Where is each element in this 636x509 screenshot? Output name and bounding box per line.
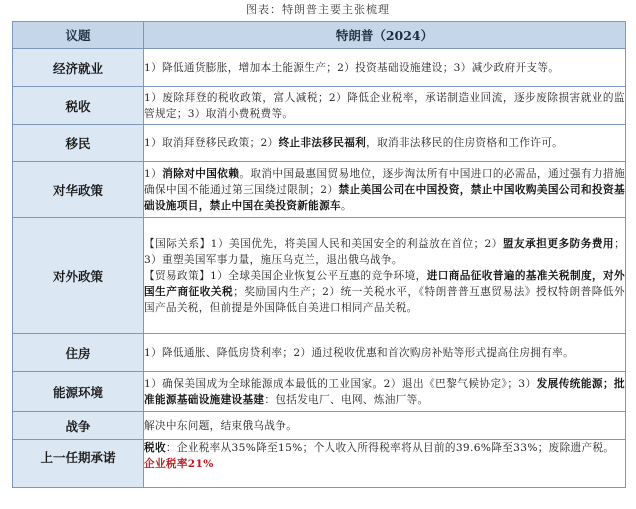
content-text: ，取消非法移民的住房资格和工作许可。: [366, 137, 564, 149]
topic-cell: 移民: [13, 125, 144, 162]
topic-cell: 对华政策: [13, 162, 144, 218]
table-row: [13, 372, 626, 412]
content-bold: 税收: [144, 442, 166, 454]
table-row: [13, 412, 626, 440]
table-row: [13, 334, 626, 372]
content-text: ：包括发电厂、电网、炼油厂等。: [264, 393, 429, 406]
content-cell: [144, 125, 626, 162]
topic-cell: 住房: [13, 334, 144, 372]
topic-cell: 上一任期承诺: [13, 440, 144, 488]
topic-cell: 对外政策: [13, 218, 144, 334]
content-text: 【贸易政策】1）全球美国企业恢复公平互惠的竞争环境，: [144, 269, 427, 282]
topic-cell: 经济就业: [13, 49, 144, 87]
content-bold: 盟友承担更多防务费用: [502, 237, 615, 250]
content-cell: [144, 87, 626, 125]
content-text: 1）: [144, 167, 163, 180]
content-bold: 禁止美国公司在中国投资，禁止中国收购美国公司和投资基础设施项目，禁止中国在美投资新能源车: [144, 183, 625, 212]
content-bold: 终止非法移民福利: [278, 137, 367, 149]
content-text: 1）降低通货膨胀，增加本土能源生产；2）投资基础设施建设；3）减少政府开支等。: [144, 61, 560, 74]
content-cell: [144, 412, 626, 440]
content-text: ；奖励国内生产；2）统一关税水平，《特朗普普互惠贸易法》授权特朗普降低外国产品关税，但前提是外国降低自美进口相同产品关税。: [144, 285, 625, 314]
table-row: [13, 218, 626, 334]
content-text: 解决中东问题，结束俄乌战争。: [144, 419, 298, 432]
tax-line: [144, 440, 625, 456]
content-cell: [144, 440, 626, 488]
header-trump-2024: 特朗普（2024）: [144, 22, 626, 49]
table-row: [13, 125, 626, 162]
header-topic: 议题: [13, 22, 144, 49]
content-cell: [144, 218, 626, 334]
content-cell: [144, 162, 626, 218]
table-row: [13, 162, 626, 218]
content-text: 1）取消拜登移民政策；2）: [144, 137, 279, 149]
topic-cell: 能源环境: [13, 372, 144, 412]
content-text: ：企业税率从35%降至15%；个人收入所得税率将从目前的39.6%降至33%；废除遗产税。: [165, 442, 615, 454]
content-text: 【国际关系】1）美国优先，将美国人民和美国安全的利益放在首位；2）: [144, 237, 503, 250]
content-text: 1）降低通胀、降低房贷利率；2）通过税收优惠和首次购房补贴等形式提高住房拥有率。: [144, 346, 575, 359]
content-text: 1）废除拜登的税收政策，富人减税；2）降低企业税率，承诺制造业回流，逐步废除损害就业的监管规定；3）取消小费税费等。: [144, 91, 625, 120]
content-cell: [144, 372, 626, 412]
content-bold: 进口商品征收普遍的基准关税制度，对外国生产商征收关税: [144, 269, 625, 298]
table-header-row: [13, 22, 626, 49]
content-text: 1）确保美国成为全球能源成本最低的工业国家。2）退出《巴黎气候协定》；3）: [144, 377, 537, 390]
table-row: [13, 440, 626, 488]
content-text: 。: [341, 199, 352, 212]
content-cell: [144, 49, 626, 87]
topic-cell: 战争: [13, 412, 144, 440]
content-text: 。取消中国最惠国贸易地位，逐步淘汰所有中国进口的必需品，通过强有力措施确保中国不能通过第三国绕过限制；2）: [144, 167, 626, 196]
content-text: ；3）重塑美国军事力量，施压乌克兰，退出俄乌战争。: [144, 237, 626, 266]
content-bold: 消除对中国依赖: [162, 167, 240, 180]
content-bold: 发展传统能源；批准能源基础设施建设基建: [144, 377, 625, 406]
content-cell: [144, 334, 626, 372]
paragraph-trade: [144, 268, 625, 316]
figure-caption: 图表：特朗普主要主张梳理: [246, 3, 390, 16]
corporate-tax-note: 企业税率21%: [144, 458, 214, 470]
policy-table: [12, 21, 626, 488]
table-row: [13, 87, 626, 125]
topic-cell: 税收: [13, 87, 144, 125]
table-row: [13, 49, 626, 87]
paragraph-international: [144, 236, 625, 268]
